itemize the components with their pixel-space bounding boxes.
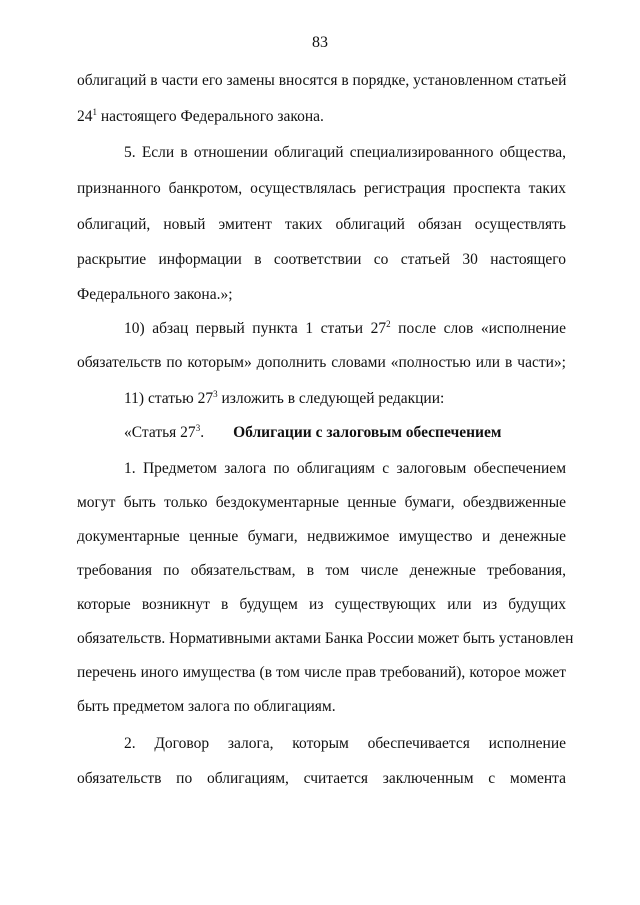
superscript: 3 (213, 389, 218, 399)
text-line: требования по обязательствам, в том числе денежные требования, (77, 562, 566, 579)
text-fragment: после слов «исполнение (390, 320, 566, 337)
text-line: облигаций в части его замены вносятся в порядке, установленном статьей (77, 72, 567, 89)
text-fragment: настоящего Федерального закона. (97, 108, 324, 125)
text-line: Федерального закона.»; (77, 286, 233, 303)
text-line: перечень иного имущества (в том числе прав требований), которое может (77, 664, 566, 681)
article-heading (124, 423, 566, 443)
text-line: раскрытие информации в соответствии со статьей 30 настоящего (77, 251, 566, 268)
paragraph-start: 5. Если в отношении облигаций специализированного общества, (124, 144, 566, 161)
page-number: 83 (312, 34, 328, 51)
text-line: обязательств. Нормативными актами Банка России может быть установлен (77, 630, 574, 647)
text-line: которые возникнут в будущем из существующих или из будущих (77, 596, 566, 613)
superscript: 3 (195, 423, 201, 433)
text-fragment: 11) статью 27 (124, 390, 214, 407)
text-line: признанного банкротом, осуществлялась регистрация проспекта таких (77, 180, 566, 197)
paragraph-start (124, 319, 566, 339)
article-title: Облигации с залоговым обеспечением (233, 424, 502, 441)
paragraph-start: 1. Предметом залога по облигациям с залоговым обеспечением (124, 460, 566, 477)
superscript: 1 (92, 107, 97, 117)
text-line: могут быть только бездокументарные ценные бумаги, обездвиженные (77, 494, 566, 511)
paragraph-start (124, 389, 566, 409)
article-number: 24 (77, 108, 93, 125)
text-line: облигаций, новый эмитент таких облигаций обязан осуществлять (77, 216, 566, 233)
text-line: обязательств по облигациям, считается заключенным с момента (77, 770, 566, 787)
text-line: обязательств по которым» дополнить словами «полностью или в части»; (77, 354, 566, 371)
text-line: быть предметом залога по облигациям. (77, 698, 336, 715)
text-line (77, 107, 566, 127)
text-fragment: изложить в следующей редакции: (217, 390, 445, 407)
text-fragment: . (200, 424, 205, 441)
article-label: «Статья 27 (124, 424, 196, 441)
paragraph-start: 2. Договор залога, которым обеспечивается исполнение (124, 735, 566, 752)
superscript: 2 (386, 319, 391, 329)
text-fragment: 10) абзац первый пункта 1 статьи 27 (124, 320, 387, 337)
text-line: документарные ценные бумаги, недвижимое имущество и денежные (77, 528, 566, 545)
